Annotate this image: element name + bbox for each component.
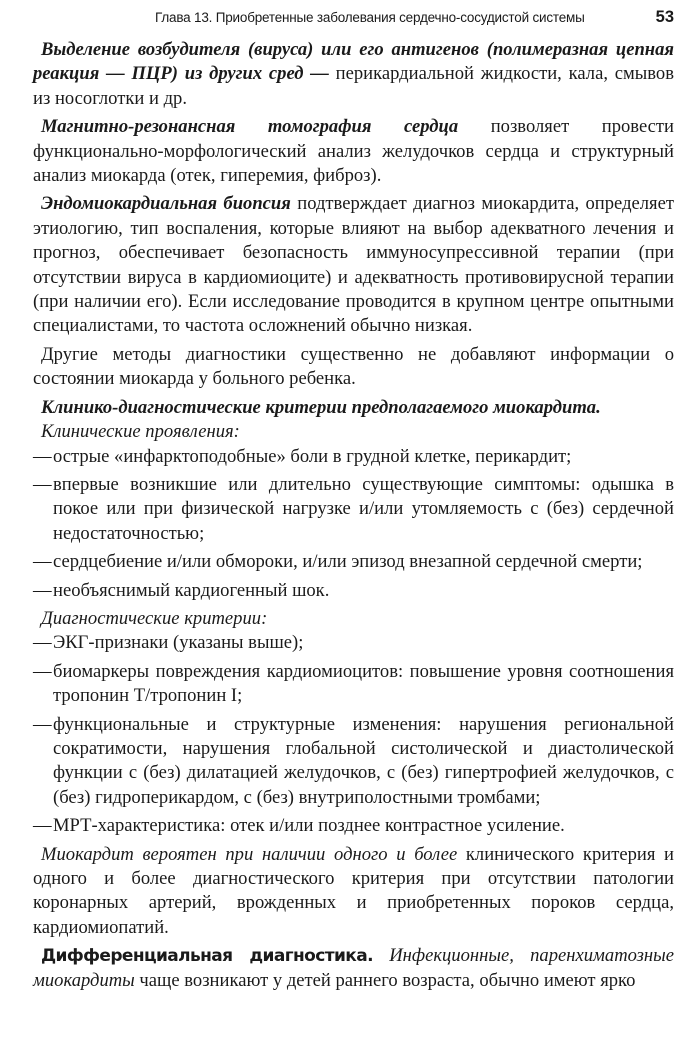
term-biopsy: Эндомиокардиальная биопсия — [41, 193, 291, 215]
paragraph-other-methods: Другие методы диагностики существенно не добавляют информации о состоянии миокарда у больного ребенка. — [33, 343, 674, 390]
term-mri: Магнитно-резонансная томография сердца — [41, 116, 459, 138]
list-item: — функциональные и структурные изменения: нарушения региональной сократимости, нарушения глобальной систолической и диастолической функции с (без) дилатацией желудочков, с (без) гипертрофией желудочков, с (без) гидроперикардом, с (без) внутриполостными тромбами; — [33, 713, 674, 808]
clinical-list — [33, 445, 674, 603]
criteria-title: Клинико-диагностические критерии предполагаемого миокардита. — [41, 396, 601, 418]
running-header — [33, 0, 674, 34]
diagnostic-heading: Диагностические критерии: — [41, 607, 268, 629]
clinical-heading: Клинические проявления: — [41, 421, 240, 443]
paragraph-differential — [33, 944, 674, 993]
paragraph-biopsy — [33, 192, 674, 338]
list-item: — острые «инфарктоподобные» боли в грудной клетке, перикардит; — [33, 445, 572, 467]
emphasis-text: Миокардит вероятен при наличии одного и более — [41, 843, 458, 865]
list-item: — биомаркеры повреждения кардиомиоцитов: повышение уровня соотношения тропонин T/тропонин I; — [33, 660, 674, 707]
paragraph-text: клинического критерия и одного и более диагностического критерия при отсутствии патологии коронарных артерий, врожденных и приобретенных пороков сердца, кардиомиопатий. — [33, 843, 674, 938]
list-item: — ЭКГ-признаки (указаны выше); — [33, 632, 304, 654]
paragraph-pathogen-detection — [33, 38, 674, 111]
paragraph-text: перикардиальной жидкости, кала, смывов из носоглотки и др. — [33, 63, 674, 109]
list-item: — необъяснимый кардиогенный шок. — [33, 579, 330, 601]
section-heading-differential: Дифференциальная диагностика. — [41, 946, 373, 967]
term-pathogen-detection: Выделение возбудителя (вируса) или его антигенов (полимеразная цепная реакция — ПЦР) из других сред — — [33, 39, 674, 85]
list-item: — МРТ-характеристика: отек и/или позднее контрастное усиление. — [33, 815, 565, 837]
paragraph-text: подтверждает диагноз миокардита, определяет этиологию, тип воспаления, которые влияют на выбор адекватного лечения и прогноз, обеспечивает безопасность иммуносупрессивной терапии (при отсутствии вируса в кардиомиоците) и адекватность противовирусной терапии (при наличии его). Если исследование проводится в крупном центре опытными специалистами, то частота осложнений обычно низкая. — [33, 193, 674, 337]
paragraph-text: позволяет провести функционально-морфологический анализ желудочков сердца и структурный анализ миокарда (отек, гиперемия, фиброз). — [33, 116, 674, 187]
paragraph-text: чаще возникают у детей раннего возраста, обычно имеют ярко — [134, 969, 636, 991]
paragraph-mri — [33, 115, 674, 188]
list-item: — впервые возникшие или длительно существующие симптомы: одышка в покое или при физической нагрузке и/или утомляемость с (без) сердечной недостаточностью; — [33, 473, 674, 544]
chapter-title: Глава 13. Приобретенные заболевания сердечно-сосудистой системы — [155, 10, 585, 25]
list-item: — сердцебиение и/или обмороки, и/или эпизод внезапной сердечной смерти; — [33, 551, 643, 573]
paragraph-probable-myocarditis — [33, 843, 674, 941]
emphasis-text: Инфекционные, паренхиматозные миокардиты — [33, 945, 674, 991]
diagnostic-list — [33, 631, 674, 838]
body-text — [33, 38, 674, 993]
page-number: 53 — [655, 8, 674, 26]
